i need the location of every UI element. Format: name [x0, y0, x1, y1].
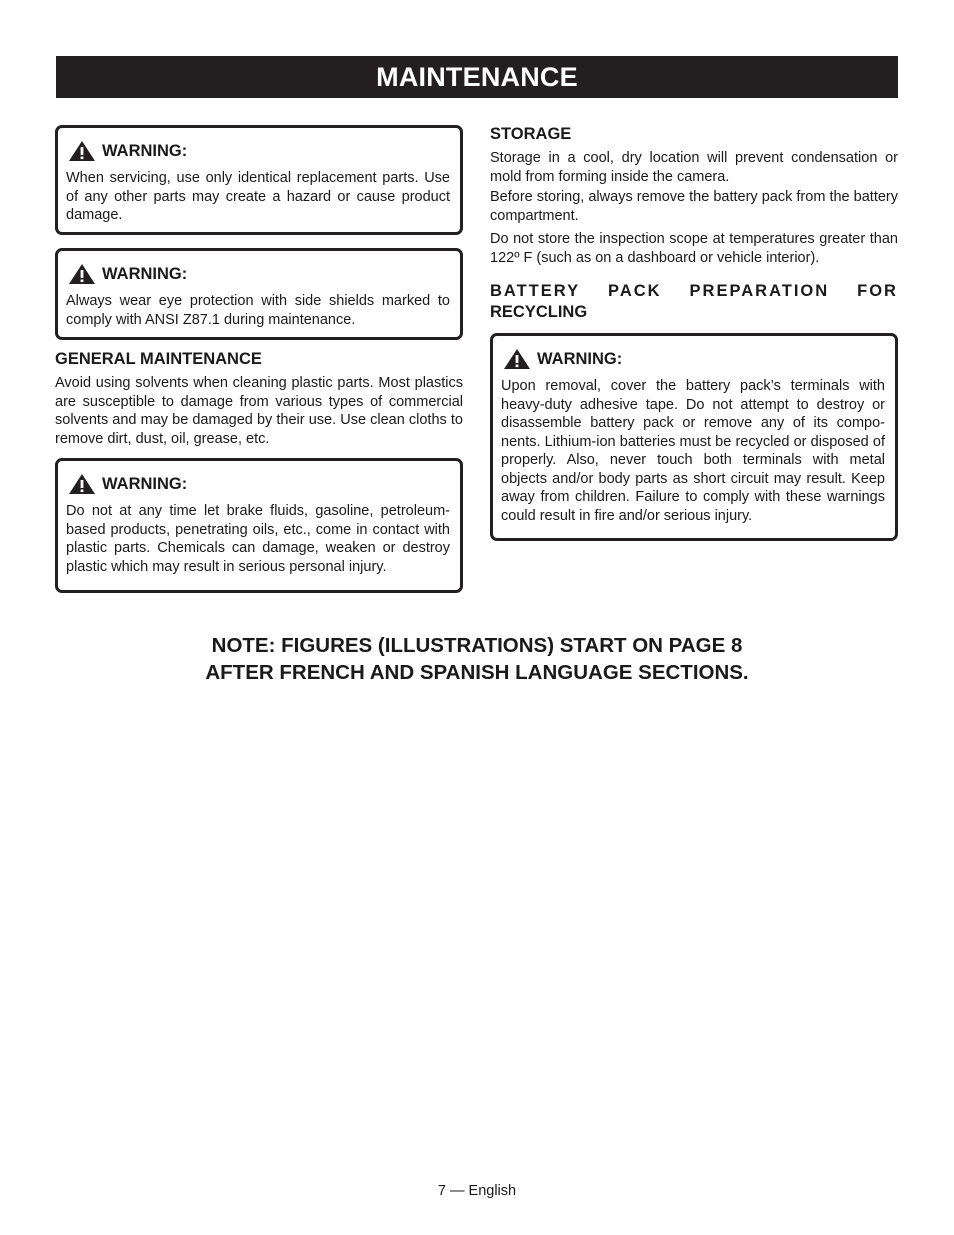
warning-box-eye-protection — [55, 248, 463, 340]
battery-recycling-heading — [490, 281, 898, 323]
general-maintenance-heading: GENERAL MAINTENANCE — [55, 350, 262, 368]
storage-paragraph-3: Do not store the inspection scope at temperatures greater than 122º F (such as on a dashboard or vehicle interior). — [490, 231, 898, 266]
warning-header — [68, 473, 450, 495]
warning-header — [503, 348, 885, 370]
warning-triangle-icon — [503, 348, 531, 370]
note-line-2: AFTER FRENCH AND SPANISH LANGUAGE SECTIONS. — [205, 661, 749, 684]
warning-label: WARNING: — [102, 474, 188, 493]
storage-section — [490, 125, 898, 267]
general-maintenance-section — [55, 350, 463, 448]
battery-heading-word: BATTERY — [490, 282, 581, 300]
general-maintenance-text: Avoid using solvents when cleaning plastic parts. Most plastics are susceptible to damage from various types of commercial solvents and may be damaged by their use. Use clean cloths to remove dirt, dust, oil, grease, etc. — [55, 375, 463, 447]
warning-triangle-icon — [68, 140, 96, 162]
storage-paragraph-2: Before storing, always remove the battery pack from the battery compartment. — [490, 189, 898, 224]
battery-heading-word: PACK — [608, 282, 662, 300]
right-column — [490, 125, 898, 541]
warning-box-battery — [490, 333, 898, 541]
battery-heading-line-2: RECYCLING — [490, 303, 588, 321]
left-column — [55, 125, 463, 593]
warning-box-chemicals — [55, 458, 463, 593]
storage-heading: STORAGE — [490, 125, 572, 143]
note-line-1: NOTE: FIGURES (ILLUSTRATIONS) START ON PAGE 8 — [211, 634, 743, 657]
page-footer: 7 — English — [437, 1183, 517, 1199]
warning-label: WARNING: — [102, 141, 188, 160]
battery-heading-word: PREPARATION — [689, 282, 830, 300]
warning-text: Upon removal, cover the battery pack’s terminals with heavy-duty adhesive tape. Do not attempt to destroy or disassemble battery pack or remove any of its compo-nents. Lithium-ion batteries must be recycled or disposed of properly. Also, never touch both terminals with metal objects and/or body parts as short circuit may result. Keep away from children. Failure to comply with these warnings could result in fire and/or serious injury. — [501, 378, 885, 524]
warning-box-replacement-parts — [55, 125, 463, 235]
warning-label: WARNING: — [102, 264, 188, 283]
warning-text: Do not at any time let brake fluids, gasoline, petroleum-based products, penetrating oils, etc., come in contact with plastic parts. Chemicals can damage, weaken or destroy plastic which may result in serious personal injury. — [66, 503, 450, 575]
warning-text: When servicing, use only identical replacement parts. Use of any other parts may create a hazard or cause product damage. — [66, 170, 450, 223]
storage-paragraph-1: Storage in a cool, dry location will prevent condensation or mold from forming inside the camera. — [490, 150, 898, 185]
warning-header — [68, 263, 450, 285]
warning-label: WARNING: — [537, 349, 623, 368]
battery-heading-line-1 — [490, 281, 898, 302]
warning-triangle-icon — [68, 263, 96, 285]
warning-triangle-icon — [68, 473, 96, 495]
figures-note — [0, 632, 954, 686]
page-title: MAINTENANCE — [56, 56, 898, 98]
warning-header — [68, 140, 450, 162]
warning-text: Always wear eye protection with side shields marked to comply with ANSI Z87.1 during maintenance. — [66, 293, 450, 328]
battery-heading-word: FOR — [857, 282, 898, 300]
